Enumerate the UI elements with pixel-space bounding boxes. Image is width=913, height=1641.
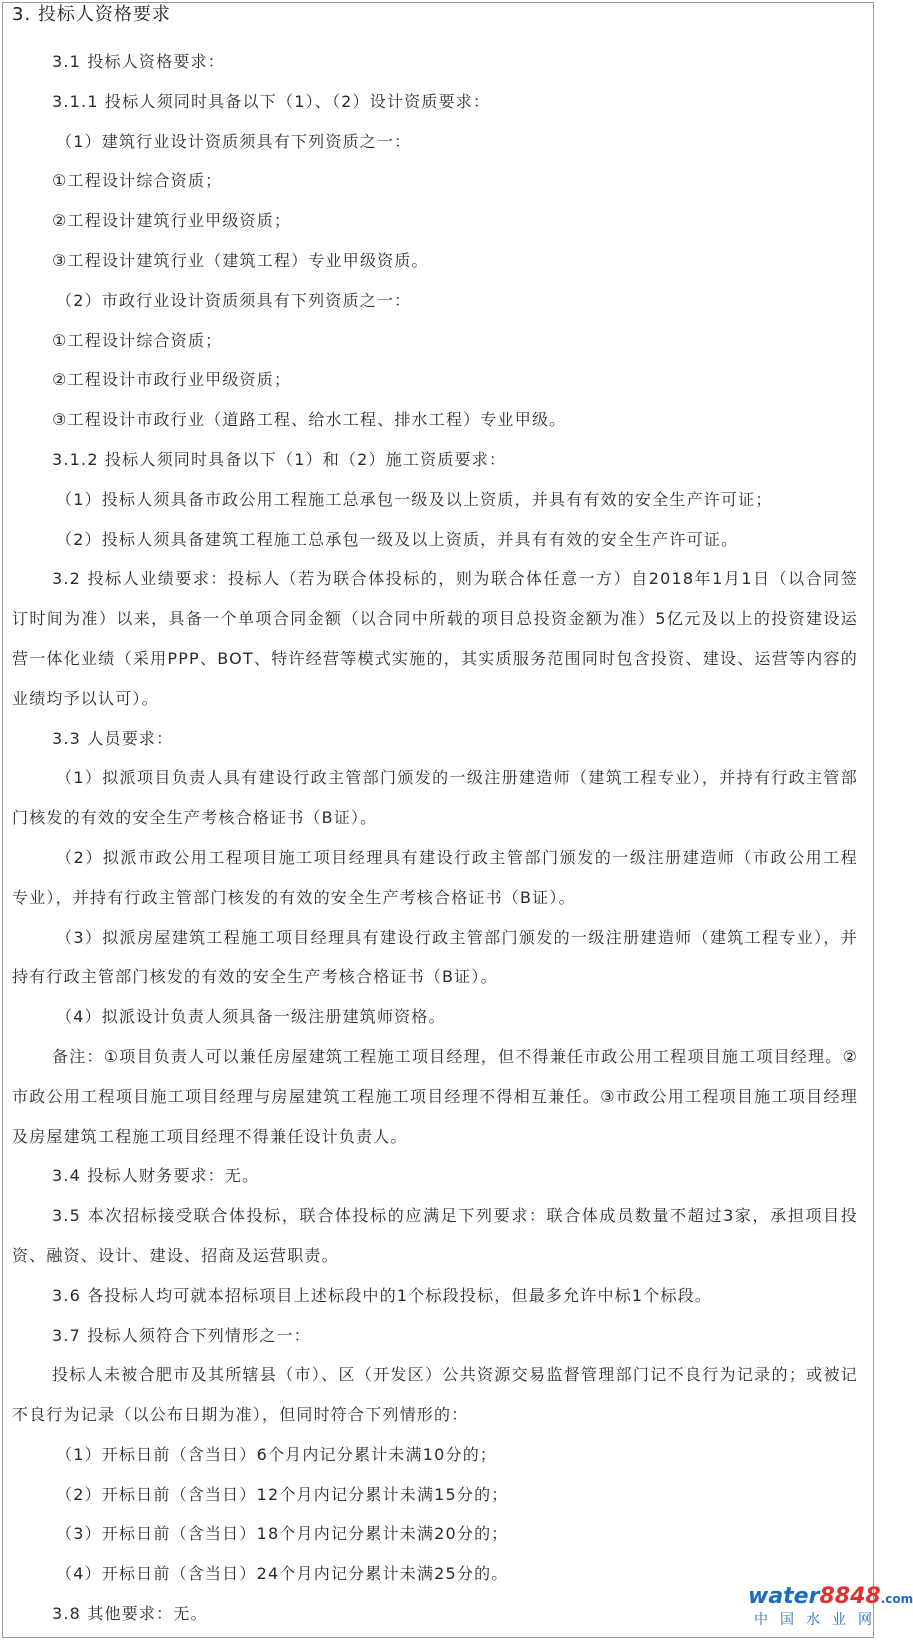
watermark-logo [748, 1584, 913, 1635]
paragraph-3-1-1: 3.1.1 投标人须同时具备以下（1）、（2）设计资质要求： [52, 91, 491, 111]
paragraph-3-2: 3.2 投标人业绩要求：投标人（若为联合体投标的，则为联合体任意一方）自2018年1月1日（以合同签订时间为准）以来，具备一个单项合同金额（以合同中所载的项目总投资金额为准）5亿元及以上的投资建设运营一体化业绩（采用PPP、BOT、特许经营等模式实施的，其实质服务范围同时包含投资、建设、运营等内容的业绩均予以认可）。 [12, 569, 858, 708]
paragraph-3-7: 3.7 投标人须符合下列情形之一： [52, 1325, 311, 1345]
paragraph-score-3: （3）开标日前（含当日）18个月内记分累计未满20分的； [56, 1524, 509, 1544]
paragraph-design-1: （1）建筑行业设计资质须具有下列资质之一： [56, 131, 412, 151]
paragraph-score-1: （1）开标日前（含当日）6个月内记分累计未满10分的； [56, 1444, 498, 1464]
paragraph-constr-2: （2）投标人须具备建筑工程施工总承包一级及以上资质，并具有有效的安全生产许可证。 [56, 529, 739, 549]
paragraph-3-1-2: 3.1.2 投标人须同时具备以下（1）和（2）施工资质要求： [52, 449, 507, 469]
logo-water: water [748, 1584, 820, 1609]
logo-domain: .com [880, 1592, 913, 1606]
paragraph-design-1b: ②工程设计建筑行业甲级资质； [52, 211, 292, 231]
logo-8848: 8848 [819, 1584, 881, 1609]
paragraph-design-2c: ③工程设计市政行业（道路工程、给水工程、排水工程）专业甲级。 [52, 410, 567, 430]
paragraph-3-5: 3.5 本次招标接受联合体投标，联合体投标的应满足下列要求：联合体成员数量不超过3家，承担项目投资、融资、设计、建设、招商及运营职责。 [12, 1206, 858, 1265]
logo-wordmark [748, 1585, 913, 1611]
paragraph-design-2b: ②工程设计市政行业甲级资质； [52, 370, 292, 390]
paragraph-staff-1: （1）拟派项目负责人具有建设行政主管部门颁发的一级注册建造师（建筑工程专业），并持有行政主管部门核发的有效的安全生产考核合格证书（B证）。 [12, 768, 858, 828]
paragraph-note: 备注：①项目负责人可以兼任房屋建筑工程施工项目经理，但不得兼任市政公用工程项目施工项目经理。②市政公用工程项目施工项目经理与房屋建筑工程施工项目经理不得相互兼任。③市政公用工程项目施工项目经理及房屋建筑工程施工项目经理不得兼任设计负责人。 [12, 1046, 858, 1146]
paragraph-3-1: 3.1 投标人资格要求： [52, 52, 225, 71]
paragraph-3-8: 3.8 其他要求：无。 [52, 1604, 208, 1624]
paragraph-staff-2: （2）拟派市政公用工程项目施工项目经理具有建设行政主管部门颁发的一级注册建造师（市政公用工程专业），并持有行政主管部门核发的有效的安全生产考核合格证书（B证）。 [12, 847, 858, 907]
logo-subtitle: 中国水业网 [754, 1612, 884, 1628]
paragraph-3-3: 3.3 人员要求： [52, 728, 174, 748]
section-heading: 3. 投标人资格要求 [12, 4, 171, 25]
paragraph-constr-1: （1）投标人须具备市政公用工程施工总承包一级及以上资质，并具有有效的安全生产许可证； [56, 489, 773, 509]
paragraph-staff-4: （4）拟派设计负责人须具备一级注册建筑师资格。 [56, 1007, 446, 1027]
paragraph-score-4: （4）开标日前（含当日）24个月内记分累计未满25分的。 [56, 1564, 509, 1584]
paragraph-design-2: （2）市政行业设计资质须具有下列资质之一： [56, 290, 412, 310]
paragraph-3-4: 3.4 投标人财务要求：无。 [52, 1166, 260, 1186]
paragraph-3-6: 3.6 各投标人均可就本招标项目上述标段中的1个标段投标，但最多允许中标1个标段。 [52, 1285, 713, 1305]
paragraph-staff-3: （3）拟派房屋建筑工程施工项目经理具有建设行政主管部门颁发的一级注册建造师（建筑工程专业），并持有行政主管部门核发的有效的安全生产考核合格证书（B证）。 [12, 927, 858, 987]
paragraph-3-7-body: 投标人未被合肥市及其所辖县（市）、区（开发区）公共资源交易监督管理部门记不良行为记录的；或被记不良行为记录（以公布日期为准），但同时符合下列情形的： [12, 1365, 858, 1425]
paragraph-design-1c: ③工程设计建筑行业（建筑工程）专业甲级资质。 [52, 250, 429, 270]
document-body [12, 42, 858, 1634]
paragraph-design-1a: ①工程设计综合资质； [52, 171, 223, 191]
paragraph-design-2a: ①工程设计综合资质； [52, 330, 223, 350]
paragraph-score-2: （2）开标日前（含当日）12个月内记分累计未满15分的； [56, 1484, 509, 1504]
